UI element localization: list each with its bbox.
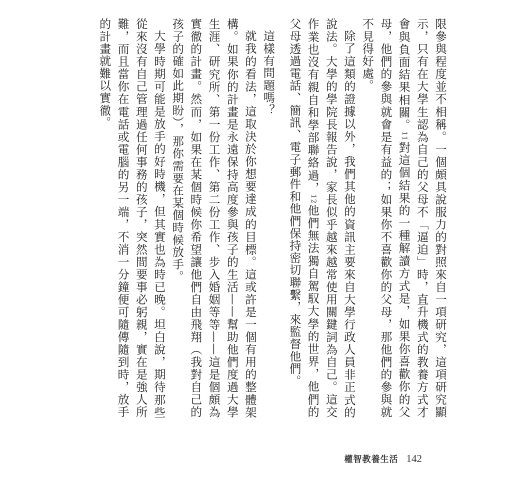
body-text	[78, 18, 450, 418]
section-gap	[278, 18, 286, 19]
question-line: 這樣有問題嗎？	[262, 29, 277, 116]
page-number: 142	[406, 454, 422, 465]
endnote-marker-11: 11	[400, 131, 409, 141]
paragraph-2: 除了這類的證據以外，我們其他的資訊主要來自大學行政人員非正式的說法。大學的學院長報告說，家長似乎越來越常使用關鍵詞為自己。這交作業也沒有親自和學部聯絡過，$^{12}$他們無法獨自駕馭大學的世界，他們的父母透過電話、簡訊、電子郵件和他們保持密切聯繫，來監督他們。	[288, 18, 357, 418]
page-footer	[344, 453, 422, 465]
paragraph-3: 就我的看法，這取決於你想要達成的目標。這或許是一個有用的整體架構。如果你的計畫是永遠保持高度參與孩子的生活——幫助他們度過大學生涯、研究所、第一份工作、第二份工作、步入婚姻等等——這是個頗為實徹的計畫。然而，如果在某個時候你希望讓他們自由飛翔（我對自己的孩子的確如此期盼），那你需要在某個時候放手。	[171, 18, 258, 418]
paragraph-4: 大學時期可能是放手的好時機，但其實也為時已晚。坦白說，期待那些從來沒有自己管理過任何事務的孩子，突然間要事必躬親，實在是強人所難，而且當你在電話或電腦的另一端，不消一分鐘便可隨傳隨到時，放手的計畫就難以實徹。	[98, 18, 167, 418]
running-title: 權智教養生活	[344, 455, 399, 465]
paragraph-1: 限參與程度並不相稱。一個頗具說服力的對照來自一項研究，這項研究顯示，只有在大學生認為自己的父母不「逼迫」時，直升機式的教養方式才會與負面結果相關。$^{11}$對這個結果的一種解讀方式是，如果你喜歡你的父母，他們的參與就會是有益的；如果你不喜歡你的父母，那他們的參與就不見得好處。	[361, 18, 448, 418]
endnote-marker-12: 12	[309, 194, 318, 204]
